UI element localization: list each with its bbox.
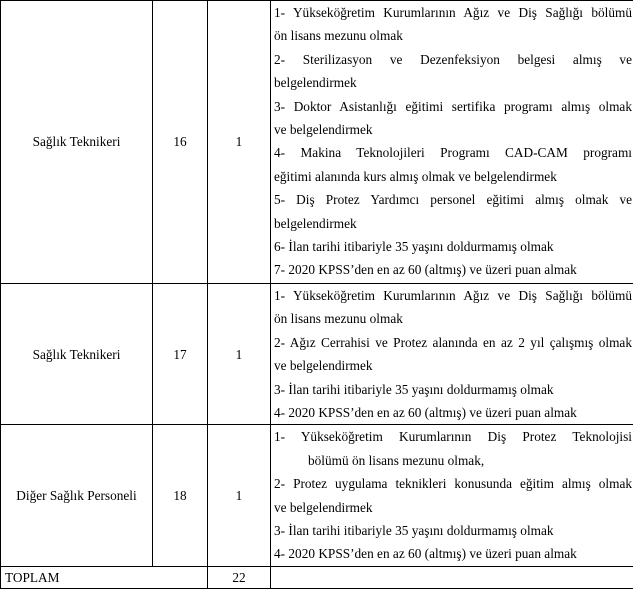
table-row: [1, 1, 633, 284]
condition-line: 1- Yükseköğretim Kurumlarının Ağız ve Diş Sağlığı bölümü: [274, 288, 632, 303]
position-title: Sağlık Teknikeri: [1, 1, 153, 284]
condition-line: 1- Yükseköğretim Kurumlarının Ağız ve Diş Sağlığı bölümü: [274, 5, 632, 20]
total-empty-cell: [271, 566, 633, 588]
total-row: [1, 566, 633, 588]
condition-line: 1- Yükseköğretim Kurumlarının Diş Protez Teknolojisi: [274, 429, 632, 445]
condition-line: 4- 2020 KPSS’den en az 60 (altmış) ve üzeri puan almak: [274, 546, 577, 562]
condition-line: ve belgelendirmek: [274, 499, 373, 515]
condition-line: 3- Doktor Asistanlığı eğitimi sertifika programı almış olmak: [274, 98, 632, 114]
condition-line: 3- İlan tarihi itibariyle 35 yaşını doldurmamış olmak: [274, 523, 554, 539]
condition-line: ön lisans mezunu olmak: [274, 28, 403, 44]
position-title: Diğer Sağlık Personeli: [1, 425, 153, 566]
table-row: [1, 425, 633, 566]
conditions-cell: [271, 1, 633, 284]
condition-line: ön lisans mezunu olmak: [274, 311, 403, 327]
condition-line: bölümü ön lisans mezunu olmak,: [308, 452, 485, 468]
condition-line: 4- Makina Teknolojileri Programı CAD-CAM programı: [274, 145, 632, 161]
condition-line: 4- 2020 KPSS’den en az 60 (altmış) ve üzeri puan almak: [274, 405, 577, 421]
condition-line: 7- 2020 KPSS’den en az 60 (altmış) ve üzeri puan almak: [274, 262, 577, 278]
position-count: 1: [208, 1, 271, 284]
condition-line: 6- İlan tarihi itibariyle 35 yaşını doldurmamış olmak: [274, 239, 554, 255]
condition-line: 2- Protez uygulama teknikleri konusunda eğitim almış olmak: [274, 476, 632, 492]
conditions-cell: [271, 425, 633, 566]
position-count: 1: [208, 284, 271, 425]
condition-line: belgelendirmek: [274, 215, 357, 231]
condition-line: 3- İlan tarihi itibariyle 35 yaşını doldurmamış olmak: [274, 381, 554, 397]
condition-line: ve belgelendirmek: [274, 358, 373, 374]
condition-line: ve belgelendirmek: [274, 122, 373, 138]
position-code: 16: [153, 1, 208, 284]
total-value: 22: [208, 566, 271, 588]
position-count: 1: [208, 425, 271, 566]
condition-line: 2- Sterilizasyon ve Dezenfeksiyon belgesi almış ve: [274, 51, 632, 67]
position-code: 17: [153, 284, 208, 425]
condition-line: 5- Diş Protez Yardımcı personel eğitimi almış olmak ve: [274, 192, 632, 208]
condition-line: eğitimi alanında kurs almış olmak ve belgelendirmek: [274, 168, 557, 184]
conditions-cell: [271, 284, 633, 425]
total-label: TOPLAM: [1, 566, 208, 588]
condition-line: belgelendirmek: [274, 75, 357, 91]
position-code: 18: [153, 425, 208, 566]
table-row: [1, 284, 633, 425]
condition-line: 2- Ağız Cerrahisi ve Protez alanında en az 2 yıl çalışmış olmak: [274, 334, 632, 350]
position-title: Sağlık Teknikeri: [1, 284, 153, 425]
